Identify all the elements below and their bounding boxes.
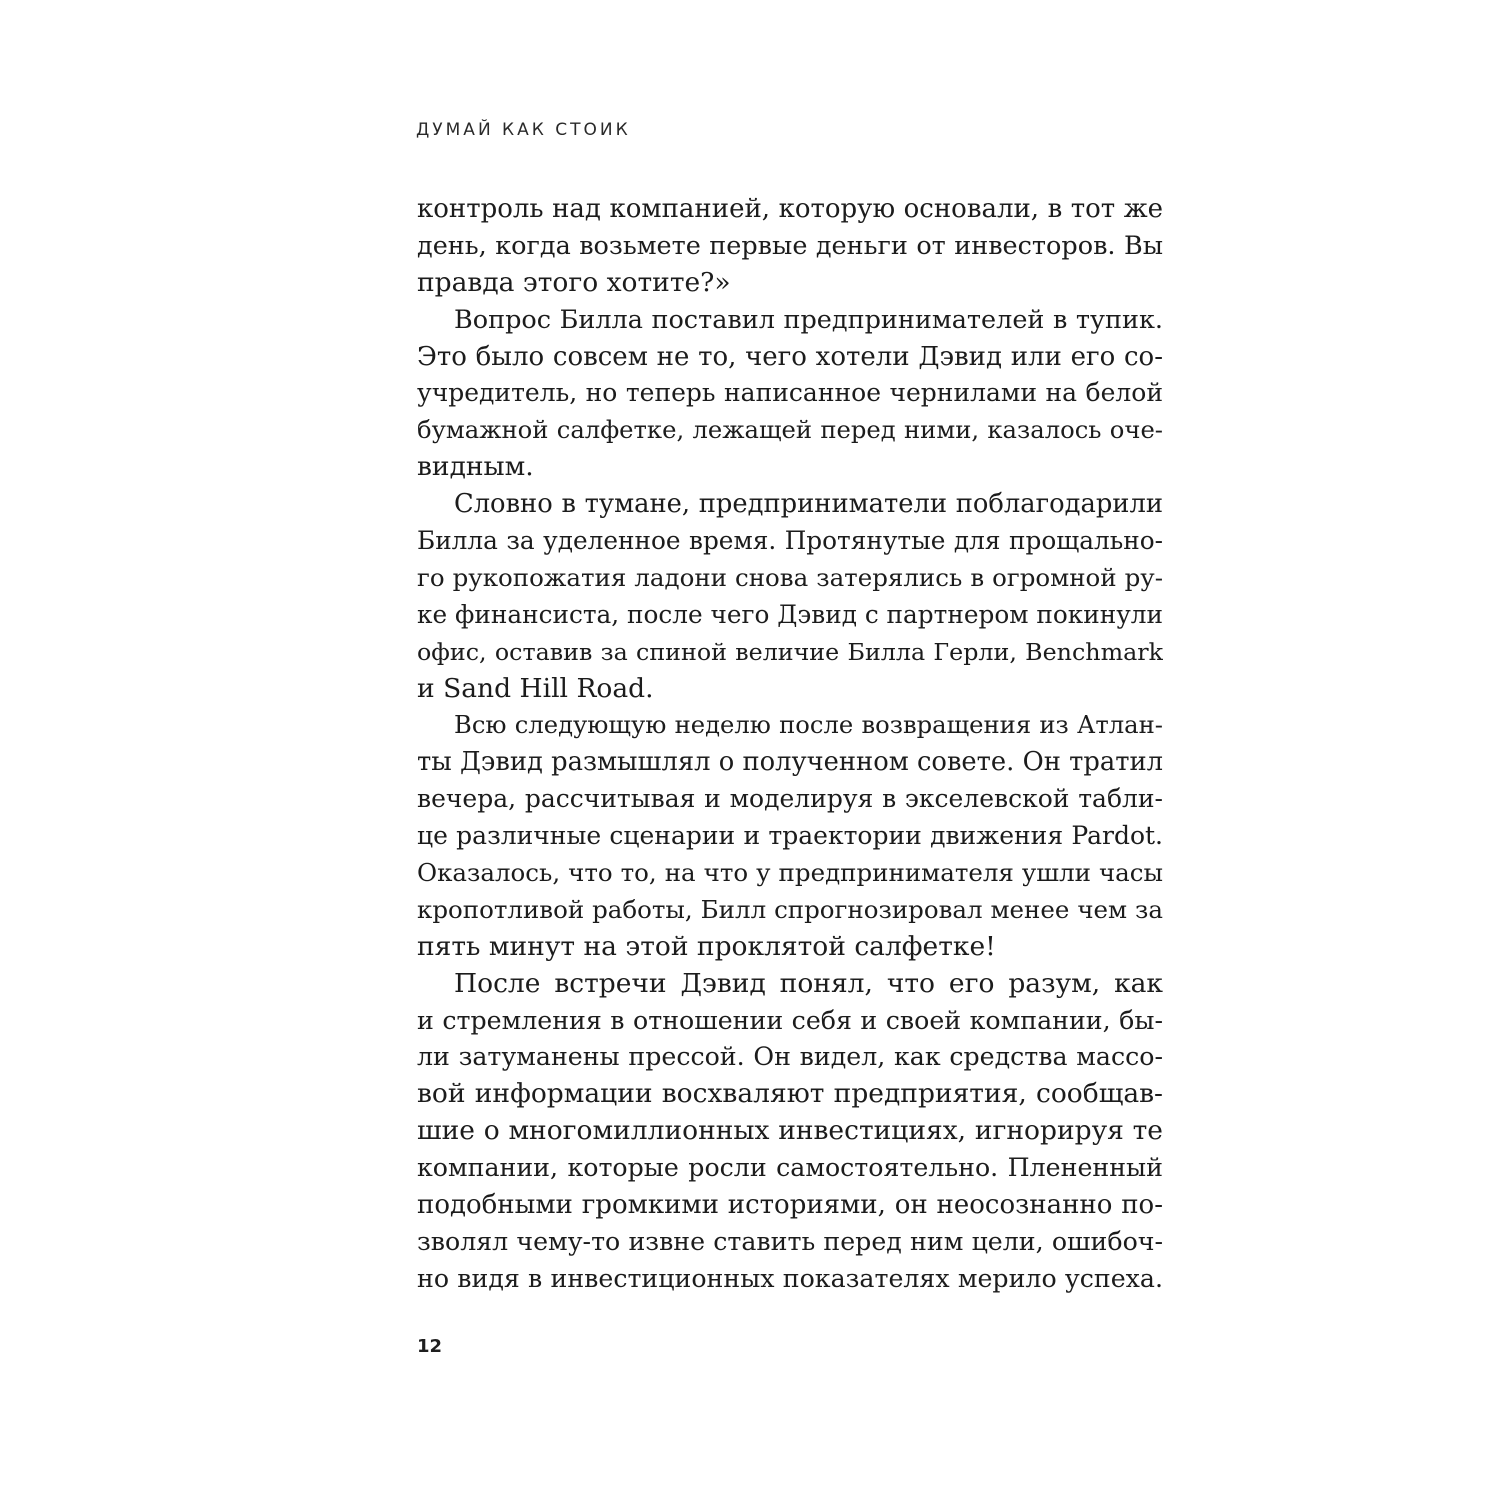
text-line: Оказалось, что то, на что у предпринимателя ушли часы bbox=[417, 858, 1163, 888]
text-line: го рукопожатия ладони снова затерялись в огромной ру- bbox=[417, 562, 1163, 592]
text-line: вой информации восхваляют предприятия, сообщав- bbox=[417, 1078, 1163, 1110]
paragraph-first-line: Вопрос Билла поставил предпринимателей в тупик. bbox=[454, 304, 1163, 335]
text-line: бумажной салфетке, лежащей перед ними, казалось оче- bbox=[417, 415, 1163, 445]
text-line: ке финансиста, после чего Дэвид с партнером покинули bbox=[417, 599, 1163, 629]
text-line: день, когда возьмете первые деньги от инвесторов. Вы bbox=[417, 230, 1163, 261]
text-line: кропотливой работы, Билл спрогнозировал менее чем за bbox=[417, 894, 1163, 924]
text-line: це различные сценарии и траектории движения Pardot. bbox=[417, 821, 1163, 851]
text-line: компании, которые росли самостоятельно. Плененный bbox=[417, 1153, 1163, 1183]
running-head-title: ДУМАЙ КАК СТОИК bbox=[416, 120, 631, 140]
text-line: видным. bbox=[417, 451, 534, 483]
text-line: ли затуманены прессой. Он видел, как средства массо- bbox=[417, 1042, 1163, 1072]
text-line: Билла за уделенное время. Протянутые для прощально- bbox=[417, 526, 1163, 556]
page-number: 12 bbox=[417, 1336, 443, 1357]
text-line: правда этого хотите?» bbox=[417, 266, 731, 298]
text-line: зволял чему-то извне ставить перед ним цели, ошибоч- bbox=[417, 1226, 1163, 1256]
text-line: ты Дэвид размышлял о полученном совете. Он тратил bbox=[417, 747, 1163, 778]
text-line: шие о многомиллионных инвестициях, игнорируя те bbox=[417, 1115, 1163, 1147]
paragraph-first-line: После встречи Дэвид понял, что его разум, как bbox=[454, 967, 1163, 999]
text-line: учредитель, но теперь написанное чернилами на белой bbox=[417, 378, 1163, 408]
body-text bbox=[417, 191, 1163, 1298]
paragraph-first-line: Словно в тумане, предприниматели поблагодарили bbox=[454, 489, 1163, 520]
text-line: вечера, рассчитывая и моделируя в экселевской табли- bbox=[417, 784, 1163, 814]
text-line: офис, оставив за спиной величие Билла Герли, Benchmark bbox=[417, 637, 1163, 666]
text-line: контроль над компанией, которую основали, в тот же bbox=[417, 194, 1163, 224]
text-line: пять минут на этой проклятой салфетке! bbox=[417, 930, 996, 962]
text-line: подобными громкими историями, он неосознанно по- bbox=[417, 1190, 1163, 1221]
text-line: и стремления в отношении себя и своей компании, бы- bbox=[417, 1005, 1163, 1035]
text-line: и Sand Hill Road. bbox=[417, 672, 654, 704]
paragraph-first-line: Всю следующую неделю после возвращения из Атлан- bbox=[454, 710, 1163, 740]
text-line: но видя в инвестиционных показателях мерило успеха. bbox=[417, 1263, 1163, 1293]
text-line: Это было совсем не то, чего хотели Дэвид или его со- bbox=[417, 341, 1163, 372]
